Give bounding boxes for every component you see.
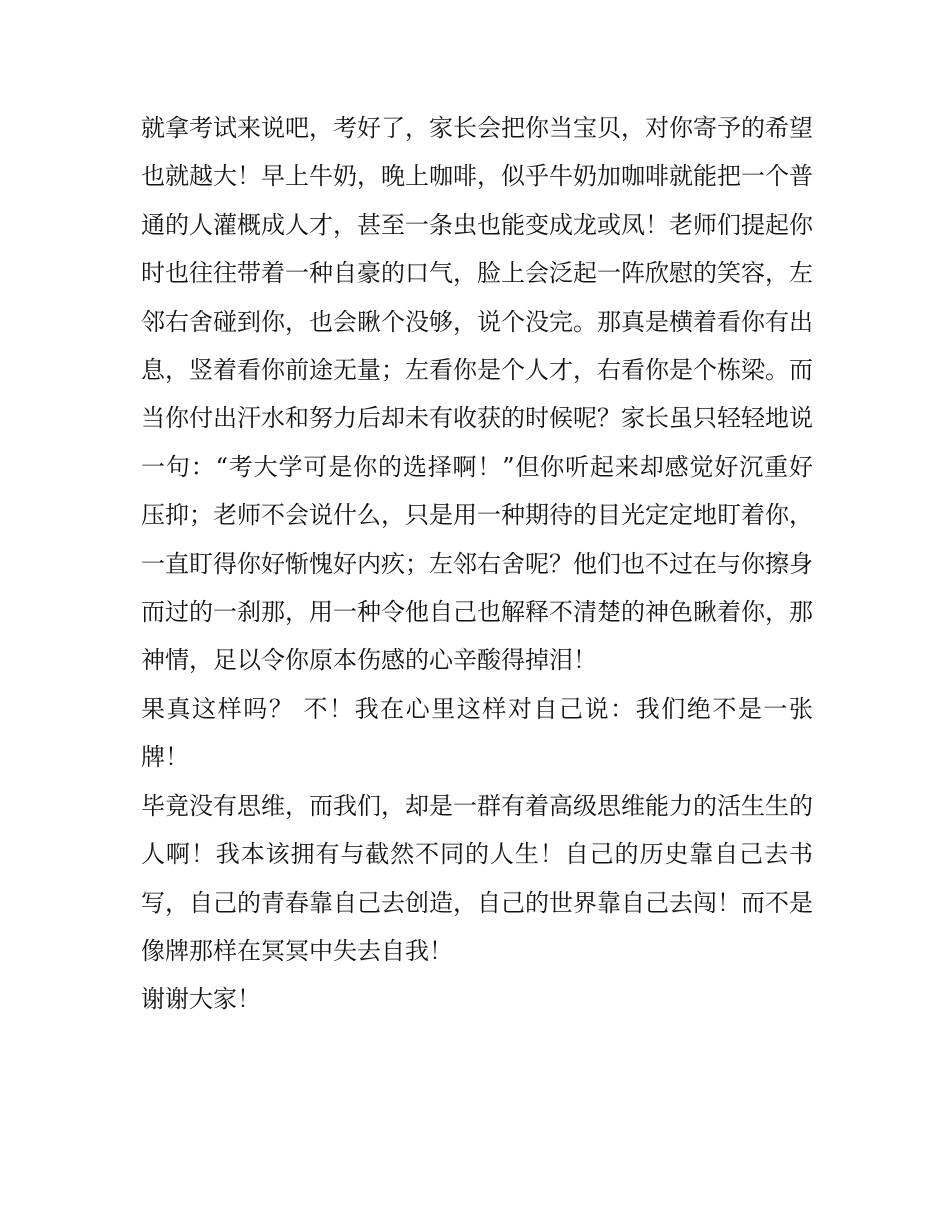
paragraph-own-life: 毕竟没有思维，而我们，却是一群有着高级思维能力的活生生的人啊！我本该拥有与截然不同的人生！自己的历史靠自己去书写，自己的青春靠自己去创造，自己的世界靠自己去闯！而不是像牌那样在冥冥中失去自我！: [141, 791, 813, 965]
paragraph-not-a-card: 果真这样吗？ 不！我在心里这样对自己说：我们绝不是一张牌！: [141, 694, 813, 772]
paragraph-exam-pressure: 就拿考试来说吧，考好了，家长会把你当宝贝，对你寄予的希望也就越大！早上牛奶，晚上咖啡，似乎牛奶加咖啡就能把一个普通的人灌概成人才，甚至一条虫也能变成龙或凤！老师们提起你时也往往带着一种自豪的口气，脸上会泛起一阵欣慰的笑容，左邻右舍碰到你，也会瞅个没够，说个没完。那真是横着看你有出息，竖着看你前途无量；左看你是个人才，右看你是个栋梁。而当你付出汗水和努力后却未有收获的时候呢？家长虽只轻轻地说一句：“考大学可是你的选择啊！”但你听起来却感觉好沉重好压抑；老师不会说什么，只是用一种期待的目光定定地盯着你，一直盯得你好惭愧好内疚；左邻右舍呢？他们也不过在与你擦身而过的一刹那，用一种令他自己也解释不清楚的神色瞅着你，那神情，足以令你原本伤感的心辛酸得掉泪！: [141, 114, 813, 675]
document-body: [141, 104, 813, 1024]
paragraph-thanks: 谢谢大家！: [141, 985, 261, 1014]
